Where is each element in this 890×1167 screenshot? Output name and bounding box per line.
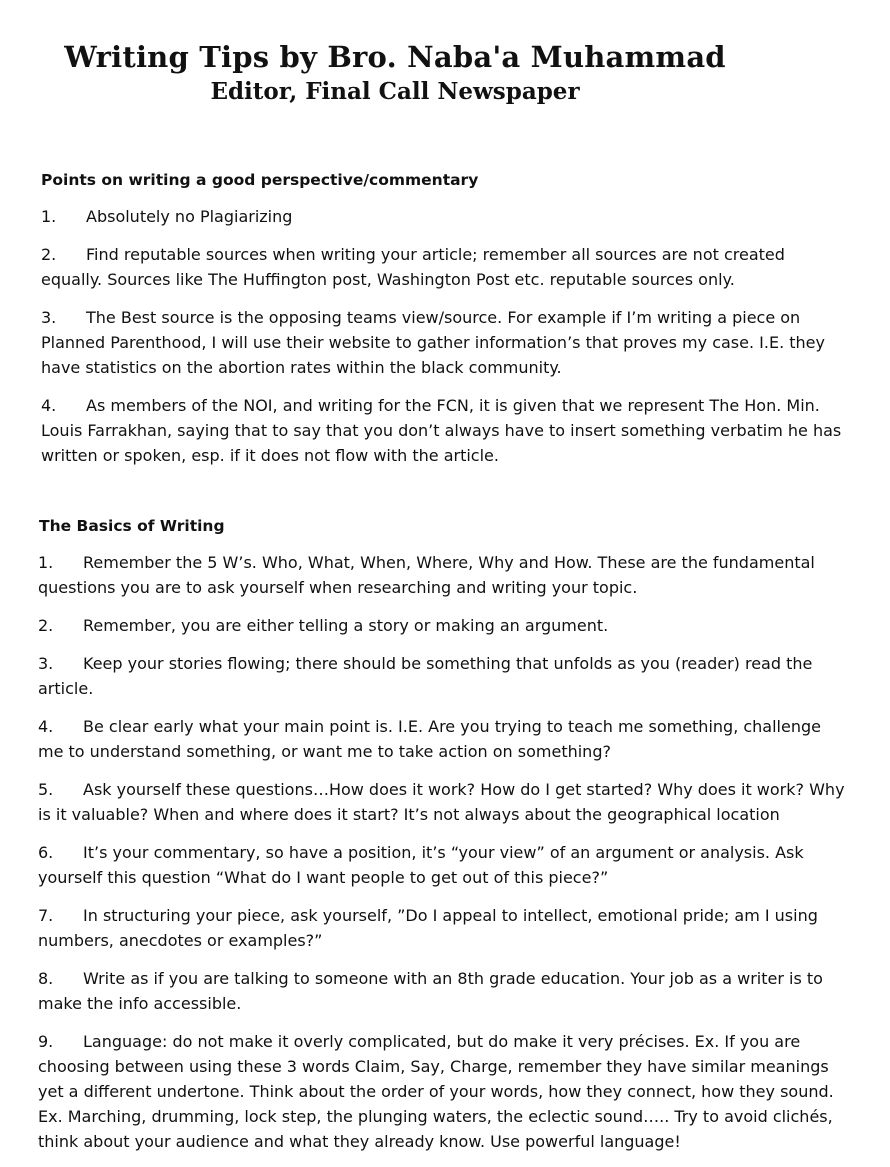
item-number: 9. xyxy=(38,1032,54,1051)
list-item xyxy=(38,1029,850,1154)
list-item xyxy=(41,204,850,229)
item-text: Remember the 5 W’s. Who, What, When, Where, Why and How. These are the fundamental questions you are to ask yourself when researching and writing your topic. xyxy=(38,553,815,597)
item-text: As members of the NOI, and writing for the FCN, it is given that we represent The Hon. Min. Louis Farrakhan, saying that to say that you don’t always have to insert something verbatim he has written or spoken, esp. if it does not flow with the article. xyxy=(41,396,842,465)
section-heading: Points on writing a good perspective/commentary xyxy=(41,171,479,189)
item-text: Remember, you are either telling a story or making an argument. xyxy=(83,616,609,635)
section-heading: The Basics of Writing xyxy=(39,517,225,535)
document-body xyxy=(38,168,850,1167)
document-title: Writing Tips by Bro. Naba'a Muhammad xyxy=(64,40,726,74)
list-item xyxy=(41,305,850,380)
item-text: Ask yourself these questions…How does it work? How do I get started? Why does it work? Why is it valuable? When and where does it start? It’s not always about the geographical location xyxy=(38,780,845,824)
item-text: Find reputable sources when writing your article; remember all sources are not created equally. Sources like The Huffington post, Washington Post etc. reputable sources only. xyxy=(41,245,785,289)
item-number: 6. xyxy=(38,843,54,862)
item-text: In structuring your piece, ask yourself, ”Do I appeal to intellect, emotional pride; am I using numbers, anecdotes or examples?” xyxy=(38,906,818,950)
item-number: 1. xyxy=(41,207,57,226)
list-item xyxy=(38,777,850,827)
item-number: 8. xyxy=(38,969,54,988)
item-number: 3. xyxy=(38,654,54,673)
list-item xyxy=(38,550,850,600)
list-item xyxy=(38,966,850,1016)
list-item xyxy=(38,613,850,638)
document-subtitle: Editor, Final Call Newspaper xyxy=(210,78,580,105)
section-perspective xyxy=(38,168,850,468)
item-text: Be clear early what your main point is. I.E. Are you trying to teach me something, challenge me to understand something, or want me to take action on something? xyxy=(38,717,821,761)
list-item xyxy=(41,393,850,468)
item-text: The Best source is the opposing teams view/source. For example if I’m writing a piece on Planned Parenthood, I will use their website to gather information’s that proves my case. I.E. they have statistics on the abortion rates within the black community. xyxy=(41,308,825,377)
item-number: 4. xyxy=(41,396,57,415)
item-text: Language: do not make it overly complicated, but do make it very précises. Ex. If you are choosing between using these 3 words Claim, Say, Charge, remember they have similar meanings yet a different undertone. Think about the order of your words, how they connect, how they sound. Ex. Marching, drumming, lock step, the plunging waters, the eclectic sound….. Try to avoid clichés, think about your audience and what they already know. Use powerful language! xyxy=(38,1032,834,1151)
section-basics xyxy=(38,514,850,1154)
item-text: Write as if you are talking to someone with an 8th grade education. Your job as a writer is to make the info accessible. xyxy=(38,969,823,1013)
list-item xyxy=(38,903,850,953)
item-number: 4. xyxy=(38,717,54,736)
list-item xyxy=(38,714,850,764)
item-text: Keep your stories flowing; there should be something that unfolds as you (reader) read the article. xyxy=(38,654,813,698)
item-number: 7. xyxy=(38,906,54,925)
list-item xyxy=(41,242,850,292)
item-number: 1. xyxy=(38,553,54,572)
item-text: It’s your commentary, so have a position, it’s “your view” of an argument or analysis. Ask yourself this question “What do I want people to get out of this piece?” xyxy=(38,843,804,887)
item-number: 2. xyxy=(38,616,54,635)
list-item xyxy=(38,651,850,701)
item-number: 5. xyxy=(38,780,54,799)
item-number: 2. xyxy=(41,245,57,264)
item-number: 3. xyxy=(41,308,57,327)
list-item xyxy=(38,840,850,890)
item-text: Absolutely no Plagiarizing xyxy=(86,207,293,226)
